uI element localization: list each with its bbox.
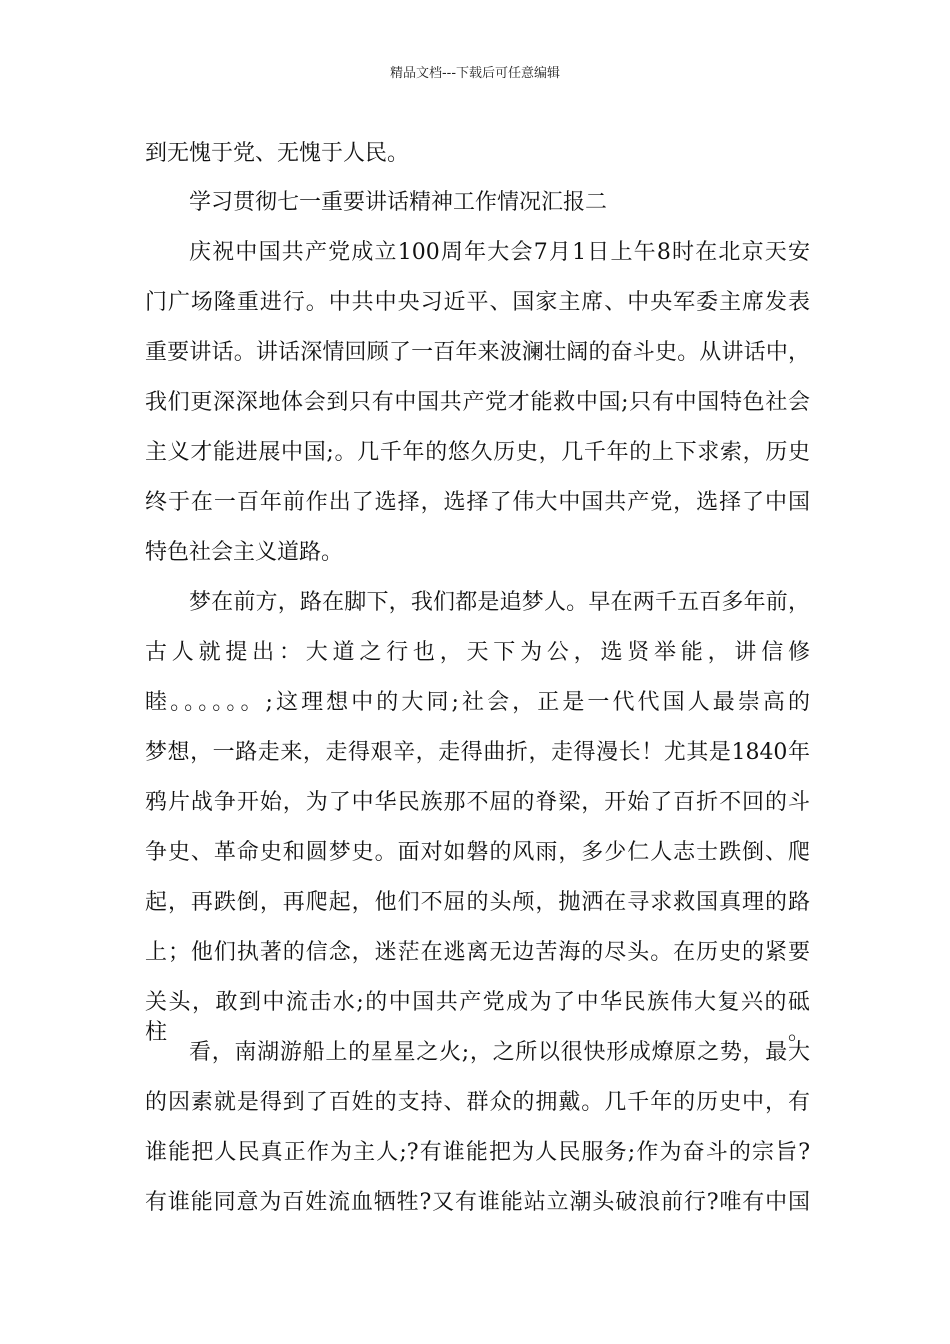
text-line: 睦。。。。。。;这理想中的大同;社会，正是一代代国人最崇高的	[145, 690, 810, 715]
text-line: 我们更深深地体会到只有中国共产党才能救中国;只有中国特色社会	[145, 390, 810, 415]
text-line: 庆祝中国共产党成立100周年大会7月1日上午8时在北京天安	[189, 240, 810, 265]
text-line: 古人就提出：大道之行也，天下为公，选贤举能，讲信修	[145, 640, 810, 665]
text-line: 争史、革命史和圆梦史。面对如磐的风雨，多少仁人志士跌倒、爬	[145, 840, 810, 865]
text-line: 门广场隆重进行。中共中央习近平、国家主席、中央军委主席发表	[145, 290, 810, 315]
text-line: 梦想，一路走来，走得艰辛，走得曲折，走得漫长！尤其是1840年	[145, 740, 810, 765]
text-line: 梦在前方，路在脚下，我们都是追梦人。早在两千五百多年前，	[189, 590, 810, 615]
text-line: 关头，敢到中流击水;的中国共产党成为了中华民族伟大复兴的砥柱。	[145, 990, 810, 1045]
text-line: 起，再跌倒，再爬起，他们不屈的头颅，抛洒在寻求救国真理的路	[145, 890, 810, 915]
text-line: 谁能把人民真正作为主人;?有谁能把为人民服务;作为奋斗的宗旨?	[145, 1140, 810, 1165]
text-line: 重要讲话。讲话深情回顾了一百年来波澜壮阔的奋斗史。从讲话中，	[145, 340, 810, 365]
section-title: 学习贯彻七一重要讲话精神工作情况汇报二	[189, 190, 608, 215]
text-line: 主义才能进展中国;。几千年的悠久历史，几千年的上下求索，历史	[145, 440, 810, 465]
text-line: 上；他们执著的信念，迷茫在逃离无边苦海的尽头。在历史的紧要	[145, 940, 810, 965]
text-line: 到无愧于党、无愧于人民。	[145, 141, 410, 166]
text-line: 看，南湖游船上的星星之火;，之所以很快形成燎原之势，最大	[189, 1040, 810, 1065]
text-line: 有谁能同意为百姓流血牺牲?又有谁能站立潮头破浪前行?唯有中国	[145, 1190, 810, 1215]
text-line: 的因素就是得到了百姓的支持、群众的拥戴。几千年的历史中，有	[145, 1090, 810, 1115]
text-line: 特色社会主义道路。	[145, 540, 344, 565]
text-line: 终于在一百年前作出了选择，选择了伟大中国共产党，选择了中国	[145, 490, 810, 515]
text-line: 鸦片战争开始，为了中华民族那不屈的脊梁，开始了百折不回的斗	[145, 790, 810, 815]
page-header: 精品文档---下载后可任意编辑	[389, 66, 561, 81]
